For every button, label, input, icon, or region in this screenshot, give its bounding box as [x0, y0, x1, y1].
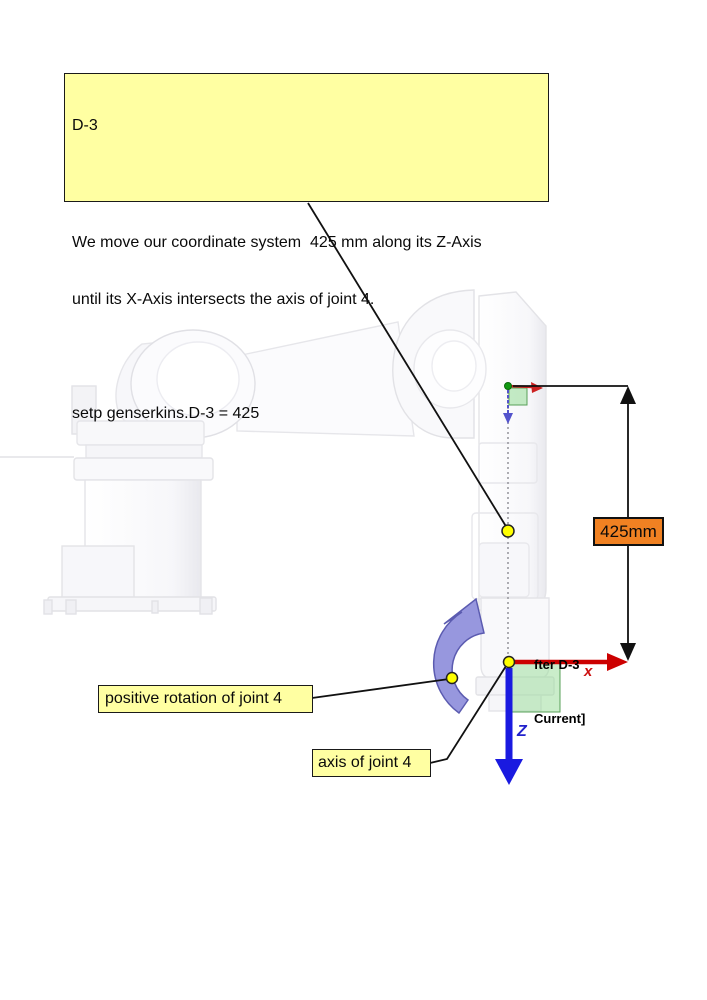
callout-line1: We move our coordinate system 425 mm along its Z-Axis [72, 234, 482, 251]
dimension-arrow-down [620, 643, 636, 661]
frame-name-label [534, 620, 585, 764]
positive-rotation-label: positive rotation of joint 4 [98, 685, 313, 713]
rotation-marker [447, 673, 458, 684]
rotation-leader-line [312, 679, 449, 698]
callout-command: setp genserkins.D-3 = 425 [72, 405, 260, 422]
rotation-direction-arrow [434, 599, 484, 713]
axis-point-marker [502, 525, 514, 537]
dimension-arrow-up [620, 386, 636, 404]
dimension-value-label: 425mm [593, 517, 664, 546]
callout-title: D-3 [72, 117, 98, 134]
frame-name-line2: Current] [534, 711, 586, 726]
frame-origin-marker [504, 657, 515, 668]
x-axis-letter: x [584, 663, 593, 680]
frame-name-line1: fter D-3 [534, 657, 580, 672]
instruction-callout [64, 73, 549, 422]
callout-line2: until its X-Axis intersects the axis of joint 4. [72, 291, 375, 308]
z-axis-letter: Z [517, 723, 527, 740]
axis-of-joint-label: axis of joint 4 [312, 749, 431, 777]
